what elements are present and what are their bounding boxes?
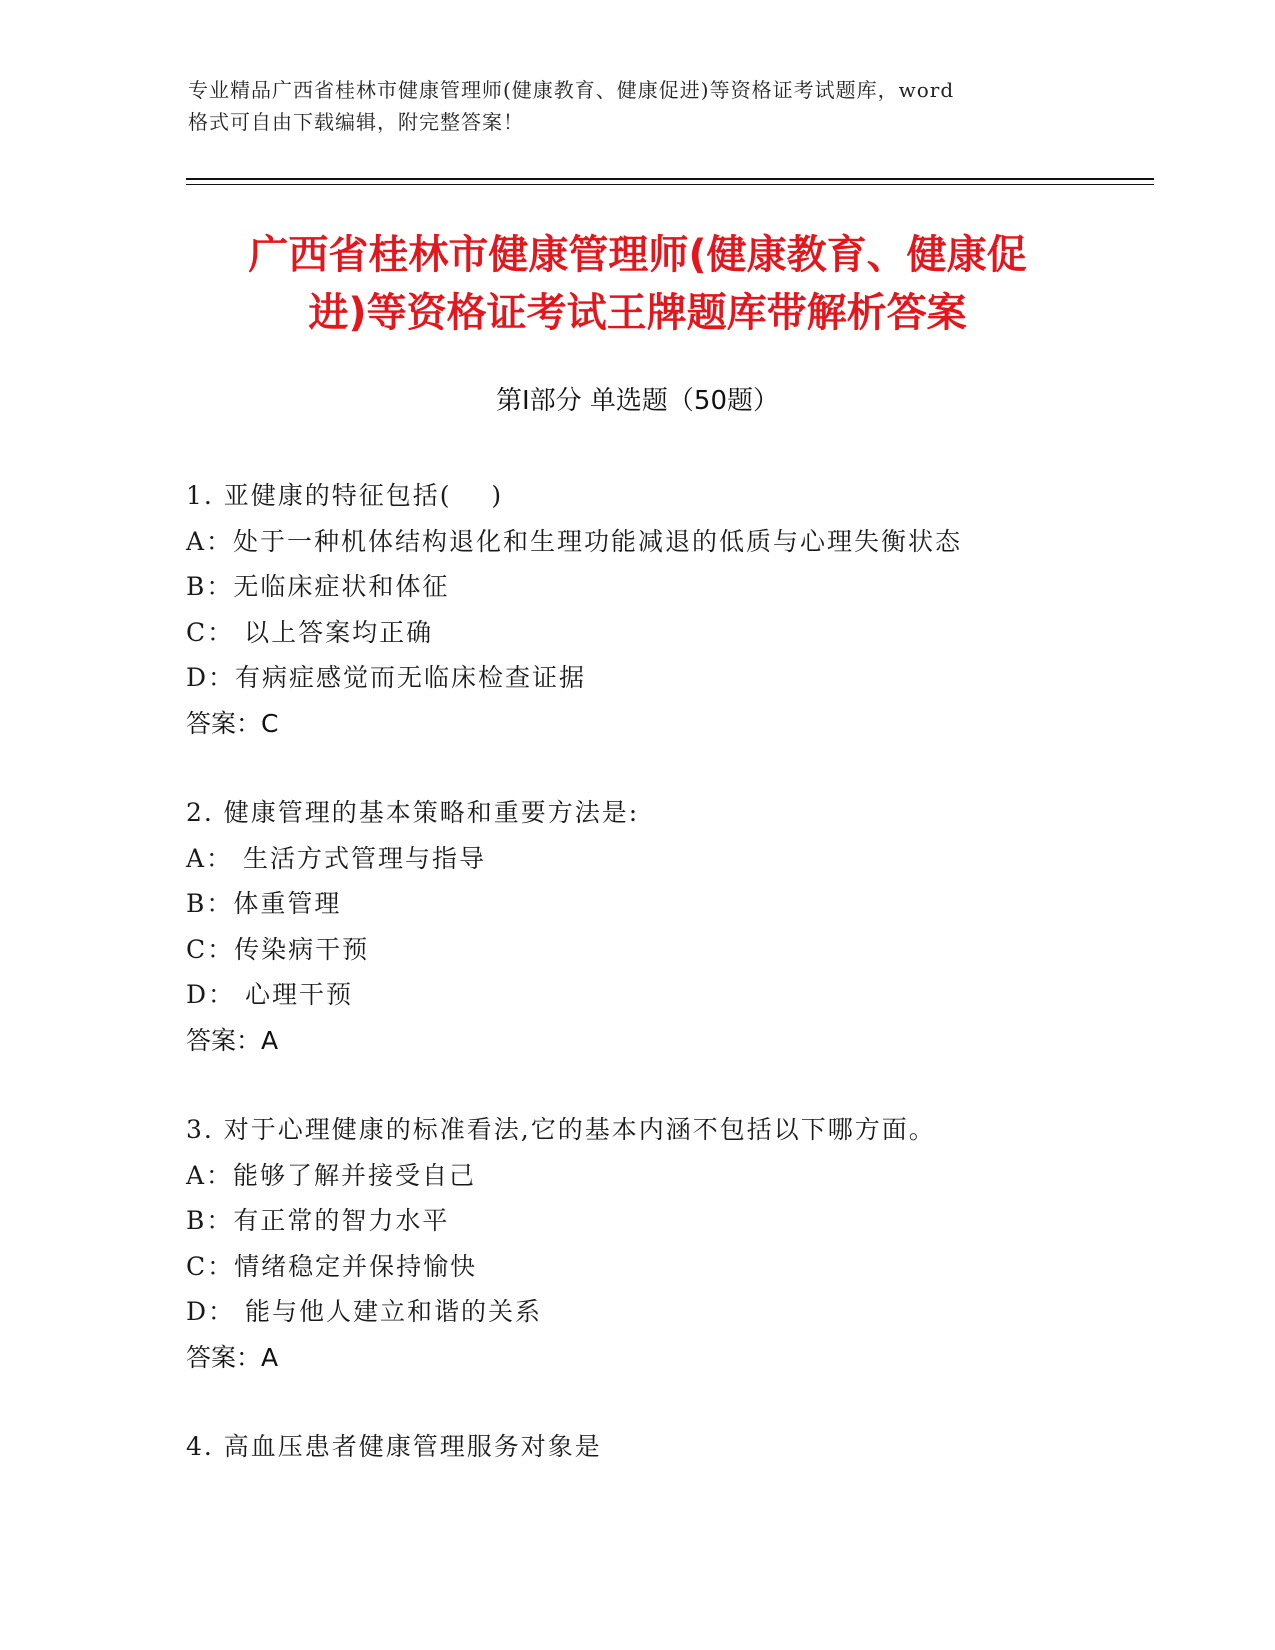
header-note-line-2: 格式可自由下载编辑，附完整答案！ [188, 110, 524, 134]
document-title [160, 226, 1115, 342]
question-2 [186, 790, 1136, 1063]
question-3 [186, 1107, 1136, 1380]
document-title-line-1: 广西省桂林市健康管理师(健康教育、健康促 [248, 232, 1027, 278]
option-c: C： 以上答案均正确 [186, 617, 434, 647]
document-title-line-2: 进)等资格证考试王牌题库带解析答案 [308, 290, 967, 336]
header-note [188, 74, 1088, 138]
header-rule-thin [186, 184, 1154, 185]
question-stem: 2. 健康管理的基本策略和重要方法是: [186, 798, 640, 827]
option-a: A：能够了解并接受自己 [186, 1160, 477, 1190]
question-1 [186, 473, 1136, 746]
answer-label: 答案：C [186, 708, 279, 738]
option-d: D：有病症感觉而无临床检查证据 [186, 663, 587, 692]
option-c: C：传染病干预 [186, 934, 370, 964]
option-b: B：无临床症状和体征 [186, 572, 450, 601]
answer-label: 答案：A [186, 1025, 279, 1055]
question-stem: 1. 亚健康的特征包括( ) [186, 481, 504, 510]
option-a: A：处于一种机体结构退化和生理功能减退的低质与心理失衡状态 [186, 526, 963, 556]
option-d: D： 能与他人建立和谐的关系 [186, 1297, 542, 1326]
question-4 [186, 1424, 1136, 1470]
option-d: D： 心理干预 [186, 980, 353, 1009]
answer-label: 答案：A [186, 1342, 279, 1372]
option-c: C：情绪稳定并保持愉快 [186, 1251, 478, 1281]
question-stem: 3. 对于心理健康的标准看法,它的基本内涵不包括以下哪方面。 [186, 1115, 936, 1144]
option-a: A： 生活方式管理与指导 [186, 843, 487, 873]
question-list [186, 473, 1136, 1514]
header-rule-thick [186, 178, 1154, 180]
question-stem: 4. 高血压患者健康管理服务对象是 [186, 1432, 602, 1461]
header-note-line-1: 专业精品广西省桂林市健康管理师(健康教育、健康促进)等资格证考试题库，word [188, 78, 955, 102]
option-b: B：体重管理 [186, 889, 342, 918]
option-b: B：有正常的智力水平 [186, 1206, 450, 1235]
section-heading: 第Ⅰ部分 单选题（50题） [495, 386, 780, 416]
